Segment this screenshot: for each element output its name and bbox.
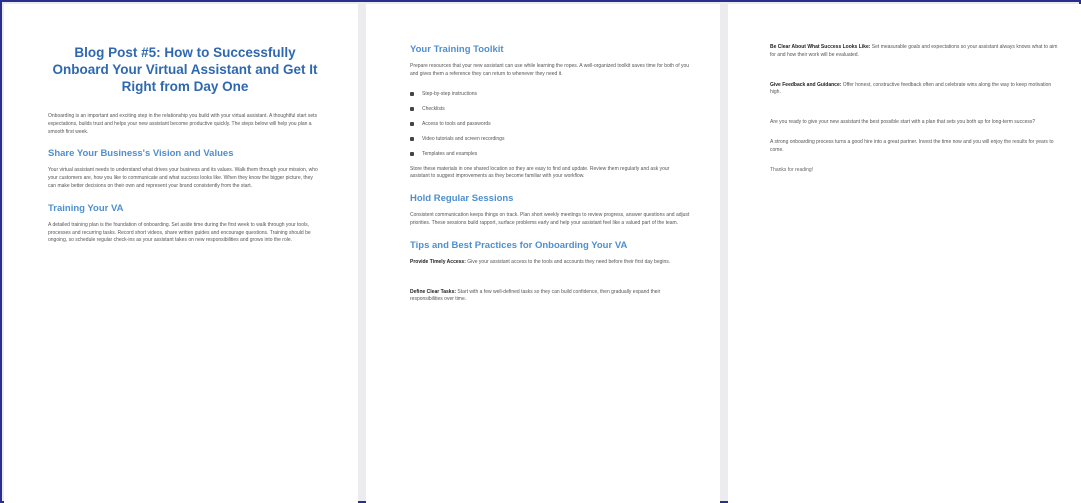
paragraph [770, 139, 1059, 155]
paragraph-text: A detailed training plan is the foundation of onboarding. Set aside time during the first week to walk through your tools, processes and recurring tasks. Record short videos, share written guides and encourage questions. Training should be ongoing, so schedule regular check-ins as your assistant takes on new responsibilities and grows into the role. [48, 221, 311, 244]
paragraph [410, 166, 690, 182]
section-heading: Hold Regular Sessions [410, 193, 514, 205]
paragraph [770, 119, 1059, 127]
paragraph [770, 82, 1059, 98]
bullet-list-item: Video tutorials and screen recordings [410, 136, 690, 143]
paragraph-lead: Give Feedback and Guidance: [770, 81, 842, 88]
paragraph [410, 63, 690, 79]
bullet-list-item: Step-by-step instructions [410, 91, 690, 98]
paragraph [410, 259, 690, 267]
paragraph-text: Are you ready to give your new assistant the best possible start with a plan that sets you both up for long-term success? [770, 119, 1036, 126]
paragraph-text: Start with a few well-defined tasks so they can build confidence, then gradually expand their responsibilities over time. [410, 288, 661, 303]
section-heading: Share Your Business's Vision and Values [48, 148, 234, 160]
paragraph-text: A strong onboarding process turns a good hire into a great partner. Invest the time now and you will enjoy the results for years to come. [770, 138, 1054, 153]
sign-off: Thanks for reading! [770, 166, 814, 173]
paragraph-text: Give your assistant access to the tools and accounts they need before their first day begins. [465, 258, 671, 265]
document-page-2 [366, 4, 720, 503]
bullet-list-item: Access to tools and passwords [410, 121, 690, 128]
document-title: Blog Post #5: How to Successfully Onboard Your Virtual Assistant and Get It Right from Day One [52, 45, 318, 94]
paragraph-text: Store these materials in one shared location so they are easy to find and update. Review them regularly and ask your assistant to suggest improvements as they become familiar with your workflow. [410, 165, 670, 180]
paragraph [770, 44, 1059, 60]
paragraph-text: Your virtual assistant needs to understand what drives your business and its values. Walk them through your mission, who your customers are, how you like to communicate and what success looks like. When they know the bigger picture, they can make better decisions on their own and represent your brand consistently from the start. [48, 167, 318, 189]
paragraph [48, 113, 322, 136]
section-heading: Your Training Toolkit [410, 44, 504, 55]
paragraph-lead: Provide Timely Access: [410, 258, 466, 265]
paragraph-text: Consistent communication keeps things on track. Plan short weekly meetings to review progress, answer questions and adjust priorities. These sessions build rapport, surface problems early and help your assistant feel like a valued part of the team. [410, 212, 690, 226]
section-heading: Training Your VA [48, 202, 124, 214]
bullet-list [410, 91, 690, 158]
paragraph [48, 222, 322, 245]
bullet-list-item: Templates and examples [410, 151, 690, 158]
paragraph [410, 289, 690, 305]
paragraph-lead: Be Clear About What Success Looks Like: [770, 44, 871, 50]
document-page-1 [4, 4, 358, 503]
paragraph [48, 167, 322, 190]
document-page-3 [728, 4, 1081, 503]
bullet-list-item: Checklists [410, 106, 690, 113]
paragraph-text: Set measurable goals and expectations so your assistant always knows what to aim for and how their work will be evaluated. [770, 44, 1058, 58]
paragraph-text: Offer honest, constructive feedback often and celebrate wins along the way to keep motivation high. [770, 81, 1052, 96]
paragraph [410, 212, 690, 228]
paragraph-text: Prepare resources that your new assistant can use while learning the ropes. A well-organized toolkit saves time for both of you and gives them a reference they can return to whenever they need it. [410, 63, 690, 77]
section-heading: Tips and Best Practices for Onboarding Your VA [410, 239, 628, 251]
paragraph-text: Onboarding is an important and exciting step in the relationship you build with your virtual assistant. A thoughtful start sets expectations, builds trust and helps your new assistant become productive quickly. The steps below will help you plan a smooth first week. [48, 113, 318, 135]
paragraph-lead: Define Clear Tasks: [410, 288, 457, 295]
